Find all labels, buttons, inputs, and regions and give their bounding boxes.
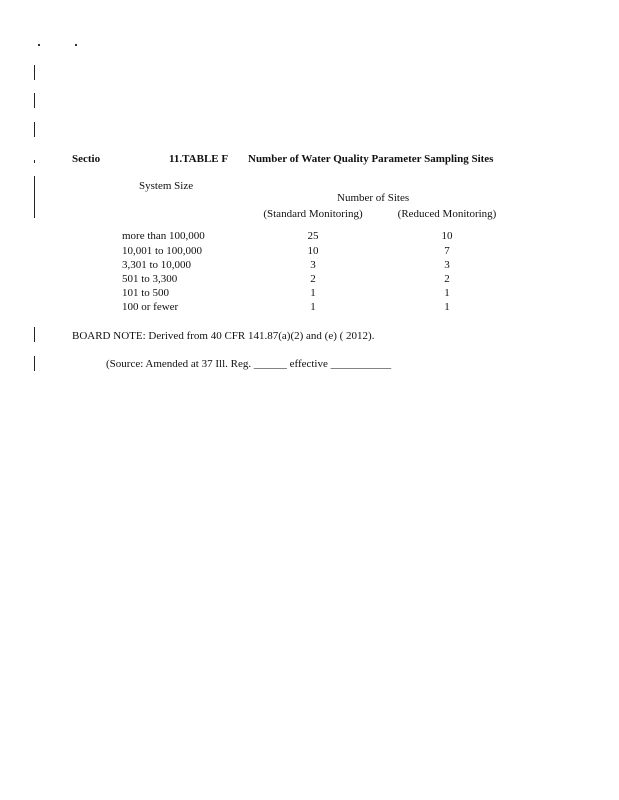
revision-bar bbox=[34, 176, 35, 218]
revision-bar bbox=[34, 65, 35, 80]
board-note: BOARD NOTE: Derived from 40 CFR 141.87(a)(2) and (e) ( 2012). bbox=[72, 330, 375, 342]
system-size-cell: more than 100,000 bbox=[122, 230, 205, 242]
reduced-monitoring-header: (Reduced Monitoring) bbox=[397, 208, 497, 220]
revision-bar bbox=[34, 356, 35, 371]
scan-mark bbox=[38, 44, 40, 46]
revision-bar bbox=[34, 93, 35, 108]
standard-sites-cell: 10 bbox=[307, 245, 319, 257]
standard-sites-cell: 3 bbox=[310, 259, 316, 271]
standard-sites-cell: 2 bbox=[310, 273, 316, 285]
reduced-sites-cell: 3 bbox=[444, 259, 450, 271]
system-size-cell: 100 or fewer bbox=[122, 301, 179, 313]
system-size-cell: 501 to 3,300 bbox=[122, 273, 178, 285]
source-note: (Source: Amended at 37 Ill. Reg. ______ effective ___________ bbox=[106, 358, 392, 370]
number-of-sites-header: Number of Sites bbox=[337, 192, 410, 204]
standard-sites-cell: 1 bbox=[310, 287, 316, 299]
reduced-sites-cell: 1 bbox=[444, 287, 450, 299]
standard-monitoring-header: (Standard Monitoring) bbox=[263, 208, 363, 220]
revision-bar bbox=[34, 327, 35, 342]
reduced-sites-cell: 7 bbox=[444, 245, 450, 257]
revision-bar bbox=[34, 122, 35, 137]
system-size-cell: 10,001 to 100,000 bbox=[122, 245, 203, 257]
system-size-header: System Size bbox=[139, 180, 194, 192]
standard-sites-cell: 25 bbox=[307, 230, 319, 242]
standard-sites-cell: 1 bbox=[310, 301, 316, 313]
table-reference: 11.TABLE F bbox=[169, 153, 229, 165]
scan-mark bbox=[75, 44, 77, 46]
reduced-sites-cell: 10 bbox=[441, 230, 453, 242]
page-title: Number of Water Quality Parameter Sampling Sites bbox=[248, 153, 494, 165]
system-size-cell: 101 to 500 bbox=[122, 287, 170, 299]
revision-bar bbox=[34, 160, 35, 163]
reduced-sites-cell: 2 bbox=[444, 273, 450, 285]
system-size-cell: 3,301 to 10,000 bbox=[122, 259, 192, 271]
reduced-sites-cell: 1 bbox=[444, 301, 450, 313]
section-prefix: Sectio bbox=[72, 153, 101, 165]
